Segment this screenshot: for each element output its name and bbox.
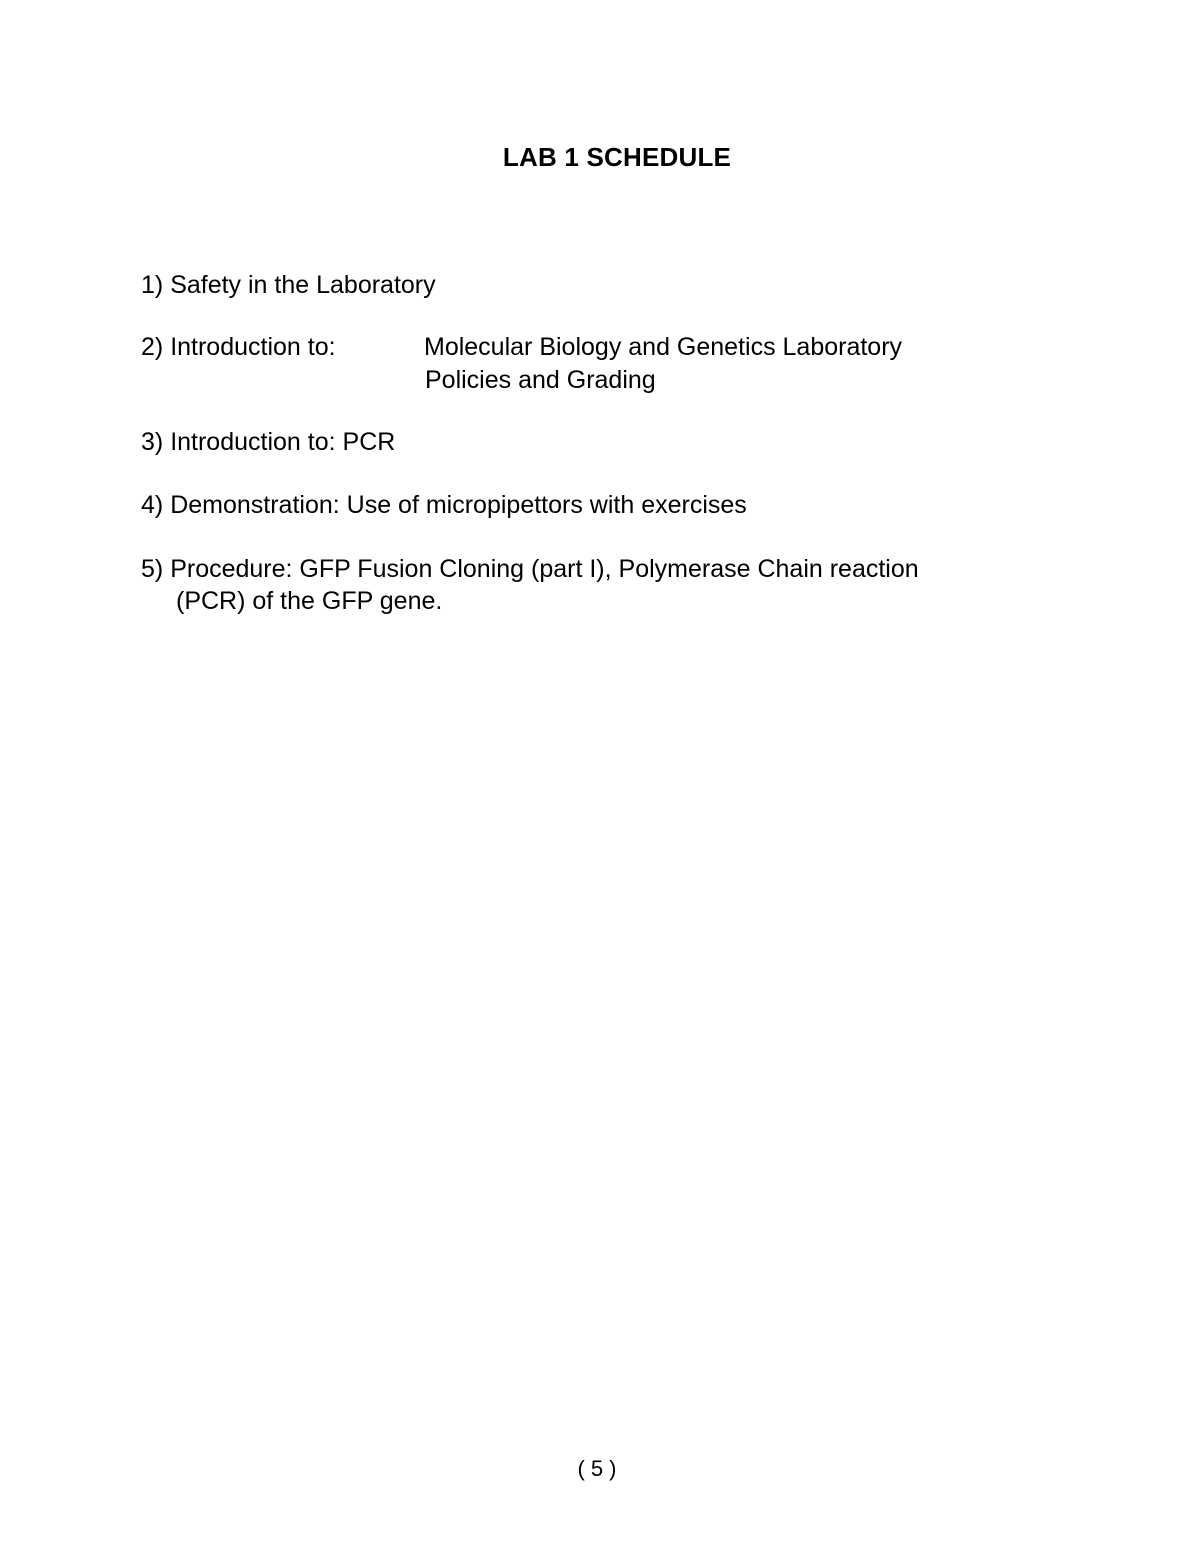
item-number: 4) — [141, 491, 164, 519]
page-title: LAB 1 SCHEDULE — [502, 142, 732, 172]
schedule-item-5 — [141, 554, 919, 584]
schedule-item-5-line-2: (PCR) of the GFP gene. — [176, 587, 443, 615]
item-number: 1) — [141, 271, 164, 299]
item-text: Demonstration: Use of micropipettors with exercises — [170, 491, 747, 519]
item-number: 3) — [141, 428, 164, 456]
item-text: Introduction to: PCR — [170, 428, 396, 456]
item-text: Safety in the Laboratory — [170, 271, 436, 299]
item-text: Procedure: GFP Fusion Cloning (part I), Polymerase Chain reaction — [170, 555, 919, 583]
schedule-item-2 — [141, 332, 336, 362]
item-number: 5) — [141, 555, 164, 583]
item-label: Introduction to: — [170, 333, 336, 361]
schedule-item-3 — [141, 427, 395, 457]
schedule-item-2-detail-line-2: Policies and Grading — [425, 366, 656, 394]
schedule-item-2-detail-line-1: Molecular Biology and Genetics Laboratory — [424, 333, 903, 361]
schedule-item-1 — [141, 270, 436, 300]
item-number: 2) — [141, 333, 164, 361]
page-number: (5) — [577, 1456, 623, 1481]
schedule-item-4 — [141, 490, 747, 520]
